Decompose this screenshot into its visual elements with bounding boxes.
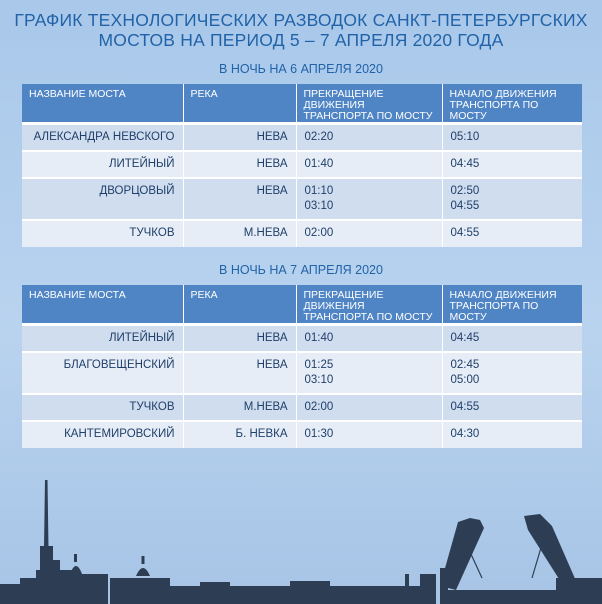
stop-time-cell <box>296 151 442 178</box>
bridge-name-cell: ДВОРЦОВЫЙ <box>22 178 183 220</box>
header-start: НАЧАЛО ДВИЖЕНИЯ ТРАНСПОРТА ПО МОСТУ <box>442 84 582 124</box>
city-skyline-illustration <box>0 478 602 604</box>
schedule-table-night-1 <box>22 84 582 247</box>
header-stop: ПРЕКРАЩЕНИЕ ДВИЖЕНИЯ ТРАНСПОРТА ПО МОСТУ <box>296 285 442 325</box>
river-cell: НЕВА <box>183 325 296 352</box>
bridge-name-cell: БЛАГОВЕЩЕНСКИЙ <box>22 352 183 394</box>
time-value: 05:00 <box>450 373 480 386</box>
schedule-table-night-2 <box>22 285 582 448</box>
table-row <box>22 352 582 394</box>
time-value: 01:40 <box>304 332 334 344</box>
table-header <box>22 285 582 325</box>
table-row <box>22 178 582 220</box>
start-time-cell <box>442 352 582 394</box>
time-value: 04:45 <box>450 157 480 170</box>
header-river: РЕКА <box>183 84 296 124</box>
stop-time-cell <box>296 178 442 220</box>
time-value: 02:00 <box>304 400 334 413</box>
header-river: РЕКА <box>183 285 296 325</box>
table-row <box>22 151 582 178</box>
time-value: 01:30 <box>304 427 334 440</box>
header-bridge: НАЗВАНИЕ МОСТА <box>22 285 183 325</box>
time-value: 05:10 <box>450 131 480 143</box>
time-value: 02:50 <box>450 184 480 197</box>
time-value: 02:20 <box>304 131 334 143</box>
time-value: 01:10 <box>304 184 334 197</box>
river-cell: НЕВА <box>183 352 296 394</box>
bridge-name-cell: ТУЧКОВ <box>22 220 183 247</box>
stop-time-cell <box>296 325 442 352</box>
stop-time-cell <box>296 421 442 448</box>
start-time-cell <box>442 325 582 352</box>
table-row <box>22 394 582 421</box>
table-body <box>22 325 582 448</box>
table-header <box>22 84 582 124</box>
stop-time-cell <box>296 124 442 151</box>
table-body <box>22 124 582 247</box>
stop-time-cell <box>296 220 442 247</box>
header-bridge: НАЗВАНИЕ МОСТА <box>22 84 183 124</box>
time-value: 02:00 <box>304 226 334 239</box>
river-cell: НЕВА <box>183 151 296 178</box>
time-value: 03:10 <box>304 373 334 386</box>
start-time-cell <box>442 124 582 151</box>
bridge-name-cell: ЛИТЕЙНЫЙ <box>22 325 183 352</box>
stop-time-cell <box>296 394 442 421</box>
start-time-cell <box>442 421 582 448</box>
river-cell: НЕВА <box>183 124 296 151</box>
night-1-heading: В НОЧЬ НА 6 АПРЕЛЯ 2020 <box>219 62 383 76</box>
river-cell: Б. НЕВКА <box>183 421 296 448</box>
bridge-name-cell: ТУЧКОВ <box>22 394 183 421</box>
river-cell: М.НЕВА <box>183 220 296 247</box>
river-cell: НЕВА <box>183 178 296 220</box>
start-time-cell <box>442 220 582 247</box>
table-row <box>22 124 582 151</box>
table-row <box>22 421 582 448</box>
time-value: 01:40 <box>304 157 334 170</box>
header-start: НАЧАЛО ДВИЖЕНИЯ ТРАНСПОРТА ПО МОСТУ <box>442 285 582 325</box>
title-line-2: МОСТОВ НА ПЕРИОД 5 – 7 АПРЕЛЯ 2020 ГОДА <box>98 30 504 50</box>
time-value: 04:55 <box>450 199 480 212</box>
page-title <box>0 10 602 50</box>
time-value: 04:55 <box>450 226 480 239</box>
start-time-cell <box>442 178 582 220</box>
bridge-name-cell: КАНТЕМИРОВСКИЙ <box>22 421 183 448</box>
start-time-cell <box>442 394 582 421</box>
bridge-name-cell: АЛЕКСАНДРА НЕВСКОГО <box>22 124 183 151</box>
header-stop: ПРЕКРАЩЕНИЕ ДВИЖЕНИЯ ТРАНСПОРТА ПО МОСТУ <box>296 84 442 124</box>
table-row <box>22 220 582 247</box>
time-value: 02:45 <box>450 358 480 371</box>
night-2-heading: В НОЧЬ НА 7 АПРЕЛЯ 2020 <box>219 263 383 277</box>
bridge-name-cell: ЛИТЕЙНЫЙ <box>22 151 183 178</box>
time-value: 04:55 <box>450 400 480 413</box>
river-cell: М.НЕВА <box>183 394 296 421</box>
time-value: 01:25 <box>304 358 334 371</box>
stop-time-cell <box>296 352 442 394</box>
time-value: 04:45 <box>450 332 480 344</box>
table-row <box>22 325 582 352</box>
time-value: 03:10 <box>304 199 334 212</box>
time-value: 04:30 <box>450 427 480 440</box>
start-time-cell <box>442 151 582 178</box>
title-line-1: ГРАФИК ТЕХНОЛОГИЧЕСКИХ РАЗВОДОК САНКТ-ПЕТЕРБУРГСКИХ <box>14 10 588 30</box>
